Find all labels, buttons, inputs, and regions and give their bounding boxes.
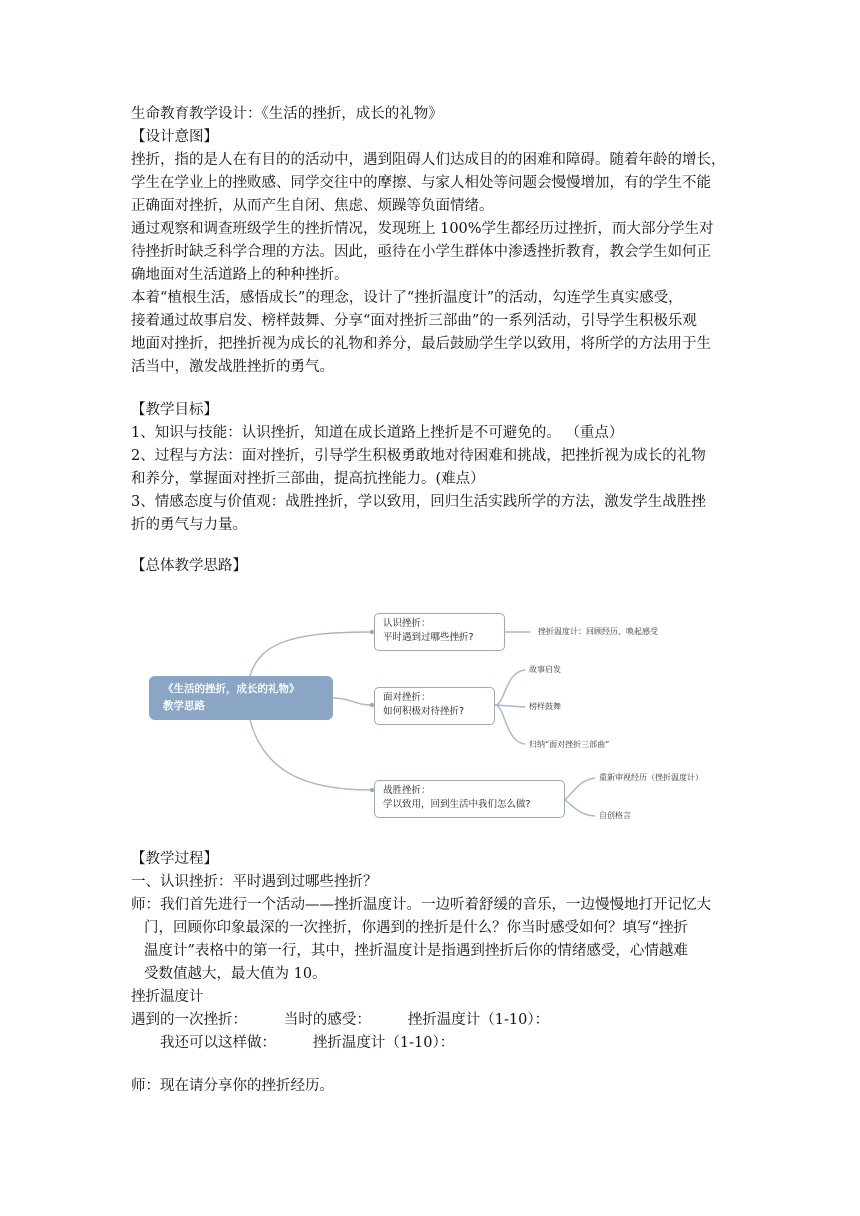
- connector-line: [495, 705, 525, 744]
- paragraph-line: 受数值越大，最大值为 10。: [144, 966, 327, 982]
- connector-line: [565, 778, 595, 800]
- section-heading-intent: 【设计意图】: [131, 129, 218, 145]
- goal-item: 2、过程与方法：面对挫折，引导学生积极勇敢地对待困难和挑战，把挫折视为成长的礼物: [131, 448, 706, 464]
- paragraph-line: 本着“植根生活，感悟成长”的理念，设计了“挫折温度计”的活动，勾连学生真实感受，: [131, 290, 683, 306]
- section-heading-goals: 【教学目标】: [131, 402, 218, 418]
- connector-line: [565, 800, 595, 816]
- root-subtitle: 教学思路: [163, 700, 205, 712]
- goal-item: 3、情感态度与价值观：战胜挫折，学以致用，回归生活实践所学的方法，激发学生战胜挫: [131, 494, 706, 510]
- branch-question: 学以致用，回到生活中我们怎么做?: [383, 799, 531, 810]
- branch-label: 战胜挫折：: [383, 785, 431, 796]
- paragraph-line: 学生在学业上的挫败感、同学交往中的摩擦、与家人相处等问题会慢慢增加，有的学生不能: [131, 175, 711, 191]
- paragraph-line: 地面对挫折，把挫折视为成长的礼物和养分，最后鼓励学生学以致用，将所学的方法用于生: [131, 336, 711, 352]
- paragraph-line: 活当中，激发战胜挫折的勇气。: [131, 359, 334, 375]
- leaf-review: 重新审视经历（挫折温度计）: [599, 773, 703, 782]
- goal-item: 折的勇气与力量。: [131, 517, 247, 533]
- paragraph-line: 通过观察和调查班级学生的挫折情况，发现班上 100%学生都经历过挫折，而大部分学生对: [131, 221, 714, 237]
- connector-line: [250, 720, 372, 790]
- branch-label: 认识挫折：: [383, 618, 431, 629]
- paragraph-line: 接着通过故事启发、榜样鼓舞、分享“面对挫折三部曲”的一系列活动，引导学生积极乐观: [131, 313, 697, 329]
- connector-line: [333, 698, 372, 705]
- leaf-three-steps: 归纳“面对挫折三部曲”: [529, 740, 610, 749]
- connector-line: [495, 705, 525, 707]
- table-row: 遇到的一次挫折： 当时的感受： 挫折温度计（1-10）：: [131, 1012, 550, 1028]
- paragraph-line: 待挫折时缺乏科学合理的方法。因此，亟待在小学生群体中渗透挫折教育，教会学生如何正: [131, 244, 711, 260]
- connector-line: [495, 670, 525, 705]
- goal-item: 和养分，掌握面对挫折三部曲，提高抗挫能力。(难点）: [131, 471, 485, 487]
- step-heading: 一、认识挫折：平时遇到过哪些挫折？: [131, 874, 378, 890]
- branch-label: 面对挫折：: [383, 692, 431, 703]
- mind-map-root: [149, 676, 333, 720]
- document-title: 生命教育教学设计：《生活的挫折，成长的礼物》: [131, 106, 443, 122]
- paragraph-line: 师：我们首先进行一个活动——挫折温度计。一边听着舒缓的音乐，一边慢慢地打开记忆大: [131, 897, 711, 913]
- branch-overcome: [374, 780, 565, 818]
- leaf-story: 故事启发: [529, 665, 561, 674]
- goal-item: 1、知识与技能：认识挫折，知道在成长道路上挫折是不可避免的。 （重点）: [131, 425, 624, 441]
- root-title: 《生活的挫折，成长的礼物》: [163, 683, 300, 695]
- table-row: 我还可以这样做： 挫折温度计（1-10）：: [160, 1035, 455, 1051]
- paragraph-line: 正确面对挫折，从而产生自闭、焦虑、烦躁等负面情绪。: [131, 198, 494, 214]
- connector-line: [250, 632, 372, 676]
- section-heading-process: 【教学过程】: [131, 851, 218, 867]
- branch-question: 如何积极对待挫折?: [383, 706, 465, 717]
- leaf-thermometer: 挫折温度计：回顾经历、唤起感受: [538, 627, 658, 636]
- branch-recognize: [374, 613, 505, 651]
- leaf-role-model: 榜样鼓舞: [529, 702, 561, 711]
- paragraph-line: 温度计”表格中的第一行，其中，挫折温度计是指遇到挫折后你的情绪感受，心情越难: [144, 943, 688, 959]
- leaf-motto: 自创格言: [599, 811, 631, 820]
- paragraph-line: 门，回顾你印象最深的一次挫折，你遇到的挫折是什么？你当时感受如何？填写“挫折: [144, 920, 688, 936]
- branch-question: 平时遇到过哪些挫折?: [383, 632, 474, 643]
- paragraph-line: 挫折，指的是人在有目的的活动中，遇到阻碍人们达成目的的困难和障碍。随着年龄的增长，: [131, 152, 726, 168]
- section-heading-overall: 【总体教学思路】: [131, 558, 247, 574]
- paragraph-line: 确地面对生活道路上的种种挫折。: [131, 267, 349, 283]
- paragraph-line: 师：现在请分享你的挫折经历。: [131, 1078, 334, 1094]
- branch-face: [374, 687, 495, 725]
- table-title: 挫折温度计: [131, 989, 204, 1005]
